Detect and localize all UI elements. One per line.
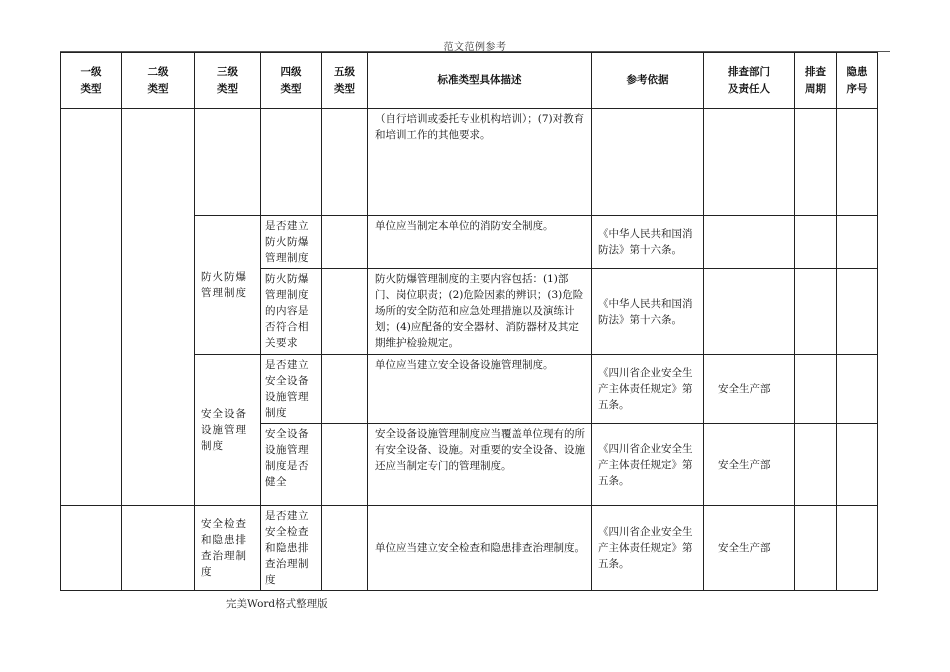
cell-cycle: [795, 109, 837, 216]
cell-level3: [195, 109, 261, 216]
cell-serial: [837, 216, 878, 269]
cell-serial: [837, 109, 878, 216]
cell-description: 单位应当建立安全检查和隐患排查治理制度。: [368, 506, 592, 591]
header-description: 标准类型具体描述: [368, 53, 592, 109]
cell-department: [704, 109, 795, 216]
cell-cycle: [795, 355, 837, 424]
cell-serial: [837, 506, 878, 591]
header-level1: 一级 类型: [61, 53, 122, 109]
cell-reference: 《中华人民共和国消防法》第十六条。: [592, 216, 704, 269]
cell-description: 单位应当制定本单位的消防安全制度。: [368, 216, 592, 269]
cell-department: 安全生产部: [704, 424, 795, 506]
cell-level3: 安全检查和隐患排查治理制度: [195, 506, 261, 591]
header-serial: 隐患 序号: [837, 53, 878, 109]
cell-description: 单位应当建立安全设备设施管理制度。: [368, 355, 592, 424]
cell-level2: [122, 109, 195, 506]
cell-description: 防火防爆管理制度的主要内容包括：(1)部门、岗位职责；(2)危险因素的辨识；(3)危险场所的安全防范和应急处理措施以及演练计划；(4)应配备的安全器材、消防器材及其定期维护检验规定。: [368, 269, 592, 355]
cell-reference: [592, 109, 704, 216]
cell-reference: 《四川省企业安全生产主体责任规定》第五条。: [592, 424, 704, 506]
cell-level4: 是否建立防火防爆管理制度: [261, 216, 322, 269]
cell-description: 安全设备设施管理制度应当覆盖单位现有的所有安全设备、设施。对重要的安全设备、设施还应当制定专门的管理制度。: [368, 424, 592, 506]
cell-level4: [261, 109, 322, 216]
header-reference: 参考依据: [592, 53, 704, 109]
cell-level5: [322, 355, 368, 424]
header-cycle: 排查 周期: [795, 53, 837, 109]
cell-level5: [322, 269, 368, 355]
cell-level5: [322, 216, 368, 269]
header-department: 排查部门 及责任人: [704, 53, 795, 109]
page-footer: 完美Word格式整理版: [226, 598, 328, 610]
cell-level3: 安全设备设施管理制度: [195, 355, 261, 506]
cell-cycle: [795, 216, 837, 269]
cell-level1: [61, 506, 122, 591]
cell-level1: [61, 109, 122, 506]
cell-level5: [322, 424, 368, 506]
table-header-row: [61, 53, 878, 109]
cell-level4: 防火防爆管理制度的内容是否符合相关要求: [261, 269, 322, 355]
cell-serial: [837, 269, 878, 355]
table-row: [61, 506, 878, 591]
cell-reference: 《四川省企业安全生产主体责任规定》第五条。: [592, 506, 704, 591]
cell-reference: 《四川省企业安全生产主体责任规定》第五条。: [592, 355, 704, 424]
cell-cycle: [795, 506, 837, 591]
cell-level2: [122, 506, 195, 591]
cell-department: 安全生产部: [704, 355, 795, 424]
cell-serial: [837, 355, 878, 424]
cell-level4: 是否建立安全设备设施管理制度: [261, 355, 322, 424]
cell-cycle: [795, 424, 837, 506]
cell-level4: 是否建立安全检查和隐患排查治理制度: [261, 506, 322, 591]
header-level4: 四级 类型: [261, 53, 322, 109]
cell-level5: [322, 109, 368, 216]
cell-level5: [322, 506, 368, 591]
page-header: 范文范例参考: [443, 42, 507, 53]
cell-level4: 安全设备设施管理制度是否健全: [261, 424, 322, 506]
header-level2: 二级 类型: [122, 53, 195, 109]
header-level3: 三级 类型: [195, 53, 261, 109]
cell-department: [704, 216, 795, 269]
cell-department: 安全生产部: [704, 506, 795, 591]
header-level5: 五级 类型: [322, 53, 368, 109]
cell-cycle: [795, 269, 837, 355]
table-row: [61, 109, 878, 216]
cell-serial: [837, 424, 878, 506]
cell-reference: 《中华人民共和国消防法》第十六条。: [592, 269, 704, 355]
cell-level3: 防火防爆管理制度: [195, 216, 261, 355]
hazard-inspection-table: [60, 52, 878, 591]
cell-description: （自行培训或委托专业机构培训）；(7)对教育和培训工作的其他要求。: [368, 109, 592, 216]
cell-department: [704, 269, 795, 355]
